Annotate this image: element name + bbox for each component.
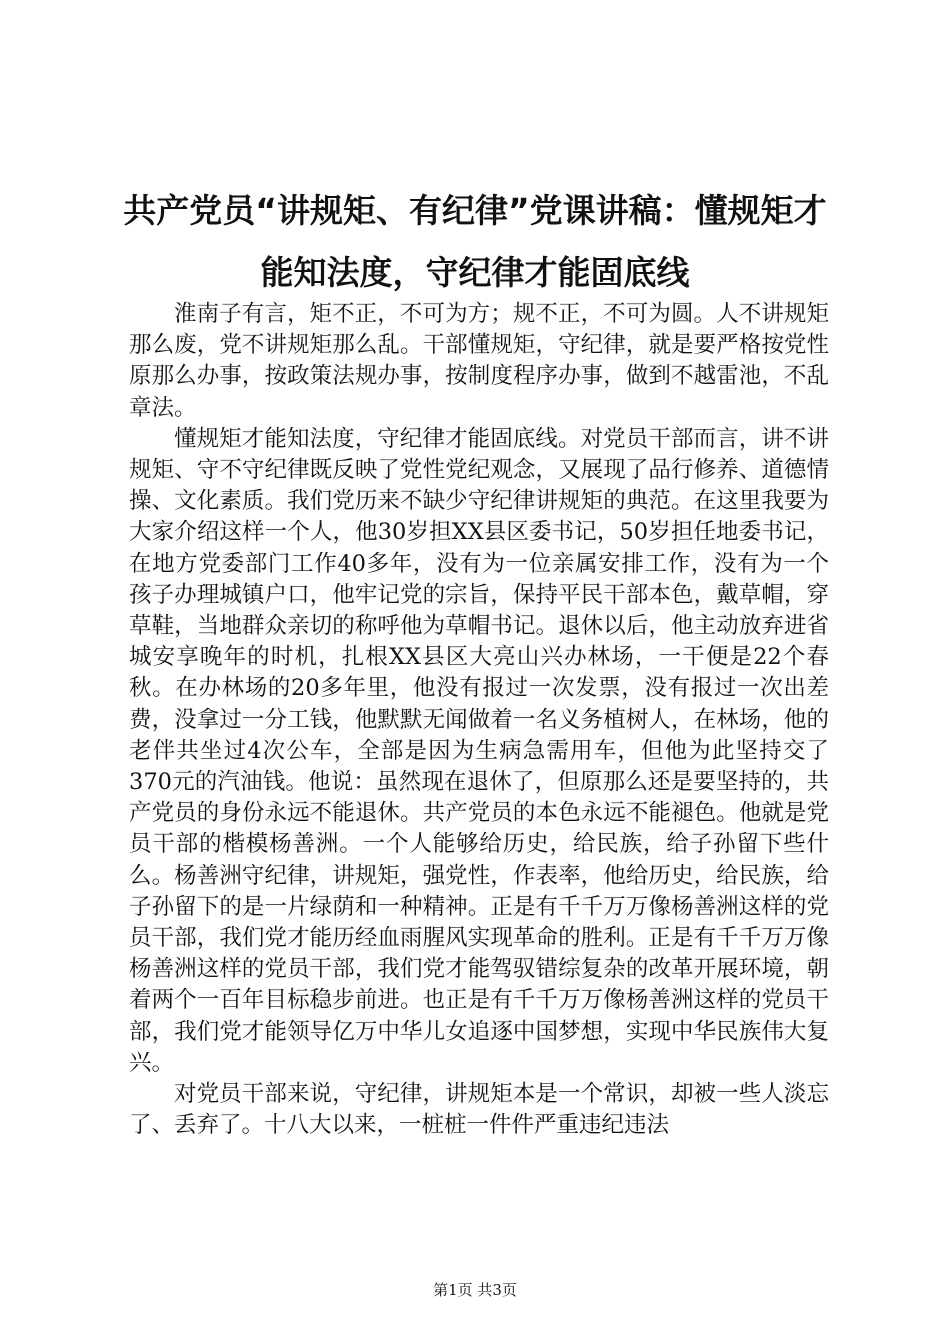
document-title: 共产党员“讲规矩、有纪律”党课讲稿：懂规矩才能知法度，守纪律才能固底线 bbox=[123, 191, 827, 292]
document-body bbox=[129, 299, 829, 1141]
paragraph-3: 对党员干部来说，守纪律，讲规矩本是一个常识，却被一些人淡忘了、丢弃了。十八大以来，一桩桩一件件严重违纪违法 bbox=[129, 1081, 829, 1139]
paragraph-1: 淮南子有言，矩不正，不可为方；规不正，不可为圆。人不讲规矩那么废，党不讲规矩那么乱。干部懂规矩，守纪律，就是要严格按党性原那么办事，按政策法规办事，按制度程序办事，做到不越雷池，不乱章法。 bbox=[129, 301, 829, 421]
paragraph-2: 懂规矩才能知法度，守纪律才能固底线。对党员干部而言，讲不讲规矩、守不守纪律既反映了党性党纪观念，又展现了品行修养、道德情操、文化素质。我们党历来不缺少守纪律讲规矩的典范。在这里我要为大家介绍这样一个人，他30岁担XX县区委书记，50岁担任地委书记，在地方党委部门工作40多年，没有为一位亲属安排工作，没有为一个孩子办理城镇户口，他牢记党的宗旨，保持平民干部本色，戴草帽，穿草鞋，当地群众亲切的称呼他为草帽书记。退休以后，他主动放弃进省城安享晚年的时机，扎根XX县区大亮山兴办林场，一干便是22个春秋。在办林场的20多年里，他没有报过一次发票，没有报过一次出差费，没拿过一分工钱，他默默无闻做着一名义务植树人，在林场，他的老伴共坐过4次公车，全部是因为生病急需用车，但他为此坚持交了370元的汽油钱。他说：虽然现在退休了，但原那么还是要坚持的，共产党员的身份永远不能退休。共产党员的本色永远不能褪色。他就是党员干部的楷模杨善洲。一个人能够给历史，给民族，给子孙留下些什么。杨善洲守纪律，讲规矩，强党性，作表率，他给历史，给民族，给子孙留下的是一片绿荫和一种精神。正是有千千万万像杨善洲这样的党员干部，我们党才能历经血雨腥风实现革命的胜利。正是有千千万万像杨善洲这样的党员干部，我们党才能驾驭错综复杂的改革开展环境，朝着两个一百年目标稳步前进。也正是有千千万万像杨善洲这样的党员干部，我们党才能领导亿万中华儿女追逐中国梦想，实现中华民族伟大复兴。 bbox=[129, 425, 829, 1076]
page-footer: 第1页 共3页 bbox=[433, 1281, 517, 1299]
